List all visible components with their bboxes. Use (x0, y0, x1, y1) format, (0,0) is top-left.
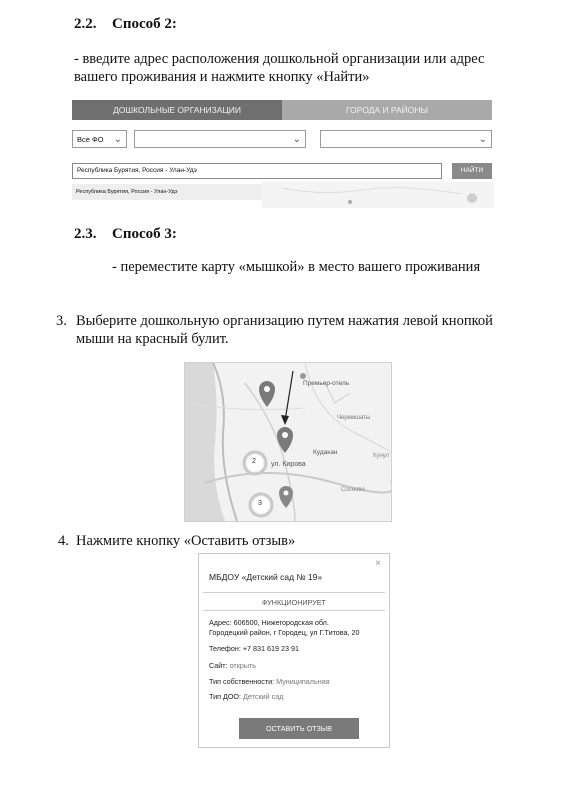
fo-select[interactable] (72, 130, 127, 148)
find-button[interactable]: НАЙТИ (452, 163, 492, 179)
doo-value: Детский сад (243, 692, 284, 701)
address-line2: Городецкий район, г Городец, ул Г.Титова, 20 (209, 628, 360, 637)
doo-row (209, 692, 283, 701)
section-2-3-title: Способ 3: (112, 226, 177, 242)
phone-label: Телефон: (209, 644, 241, 653)
section-2-3-number: 2.3. (74, 226, 97, 242)
address-label: Адрес: (209, 618, 232, 627)
step-3-line2: мыши на красный булит. (76, 331, 229, 347)
map-label-hotel: Премьер-отель (303, 380, 350, 387)
search-widget-screenshot (72, 100, 494, 210)
step-3-line1: Выберите дошкольную организацию путем нажатия левой кнопкой (76, 313, 493, 329)
leave-feedback-button[interactable]: ОСТАВИТЬ ОТЗЫВ (239, 718, 359, 739)
chevron-down-icon: ⌄ (113, 134, 122, 145)
section-2-2-line1: - введите адрес расположения дошкольной организации или адрес (74, 51, 485, 67)
fo-select-value: Все ФО (77, 135, 104, 144)
step-3-number: 3. (56, 313, 67, 329)
address-suggestion[interactable]: Республика Бурятия, Россия - Улан-Удэ (72, 184, 262, 200)
site-label: Сайт: (209, 661, 228, 670)
map-view[interactable] (184, 362, 392, 522)
region-select[interactable] (134, 130, 306, 148)
ownership-value: Муниципальная (276, 677, 330, 686)
site-link[interactable]: открыть (229, 661, 257, 670)
address-line1: 606500, Нижегородская обл. (233, 618, 329, 627)
tab-cities-districts[interactable]: ГОРОДА И РАЙОНЫ (282, 100, 492, 120)
map-label-chern: Черемшаты (337, 415, 371, 421)
site-row (209, 661, 256, 670)
divider (203, 610, 385, 611)
ownership-label: Тип собственности: (209, 677, 275, 686)
section-2-2-line2: вашего проживания и нажмите кнопку «Найти» (74, 69, 370, 85)
map-preview-strip (262, 182, 494, 208)
status-badge: ФУНКЦИОНИРУЕТ (262, 598, 326, 607)
cluster-count-2: 3 (258, 500, 262, 507)
section-2-3-line1: - переместите карту «мышкой» в место вашего проживания (112, 259, 481, 275)
phone-row (209, 644, 299, 653)
tab-bar (72, 100, 492, 120)
card-title: МБДОУ «Детский сад № 19» (209, 572, 323, 582)
map-label-kudakan: Кудакан (313, 449, 338, 456)
address-input[interactable]: Республика Бурятия, Россия - Улан-Удэ (72, 163, 442, 179)
phone-value: +7 831 619 23 91 (242, 644, 299, 653)
map-label-street: ул. Кирова (271, 461, 306, 468)
map-canvas (185, 363, 391, 521)
section-2-2-number: 2.2. (74, 16, 97, 32)
close-icon[interactable]: × (375, 558, 381, 569)
doo-label: Тип ДОО: (209, 692, 242, 701)
address-row (209, 618, 329, 627)
cluster-count-1: 2 (252, 458, 256, 465)
step-4-text: Нажмите кнопку «Оставить отзыв» (76, 533, 296, 549)
divider (203, 592, 385, 593)
map-label-kuy: Кунул (373, 453, 390, 459)
map-label-sosnovo: Сосново (341, 487, 365, 493)
organization-card (198, 553, 390, 748)
city-select[interactable] (320, 130, 492, 148)
chevron-down-icon: ⌄ (292, 134, 301, 145)
step-4-number: 4. (58, 533, 69, 549)
section-2-2-title: Способ 2: (112, 16, 177, 32)
tab-preschool-organizations[interactable]: ДОШКОЛЬНЫЕ ОРГАНИЗАЦИИ (72, 100, 282, 120)
chevron-down-icon: ⌄ (478, 134, 487, 145)
ownership-row (209, 677, 330, 686)
